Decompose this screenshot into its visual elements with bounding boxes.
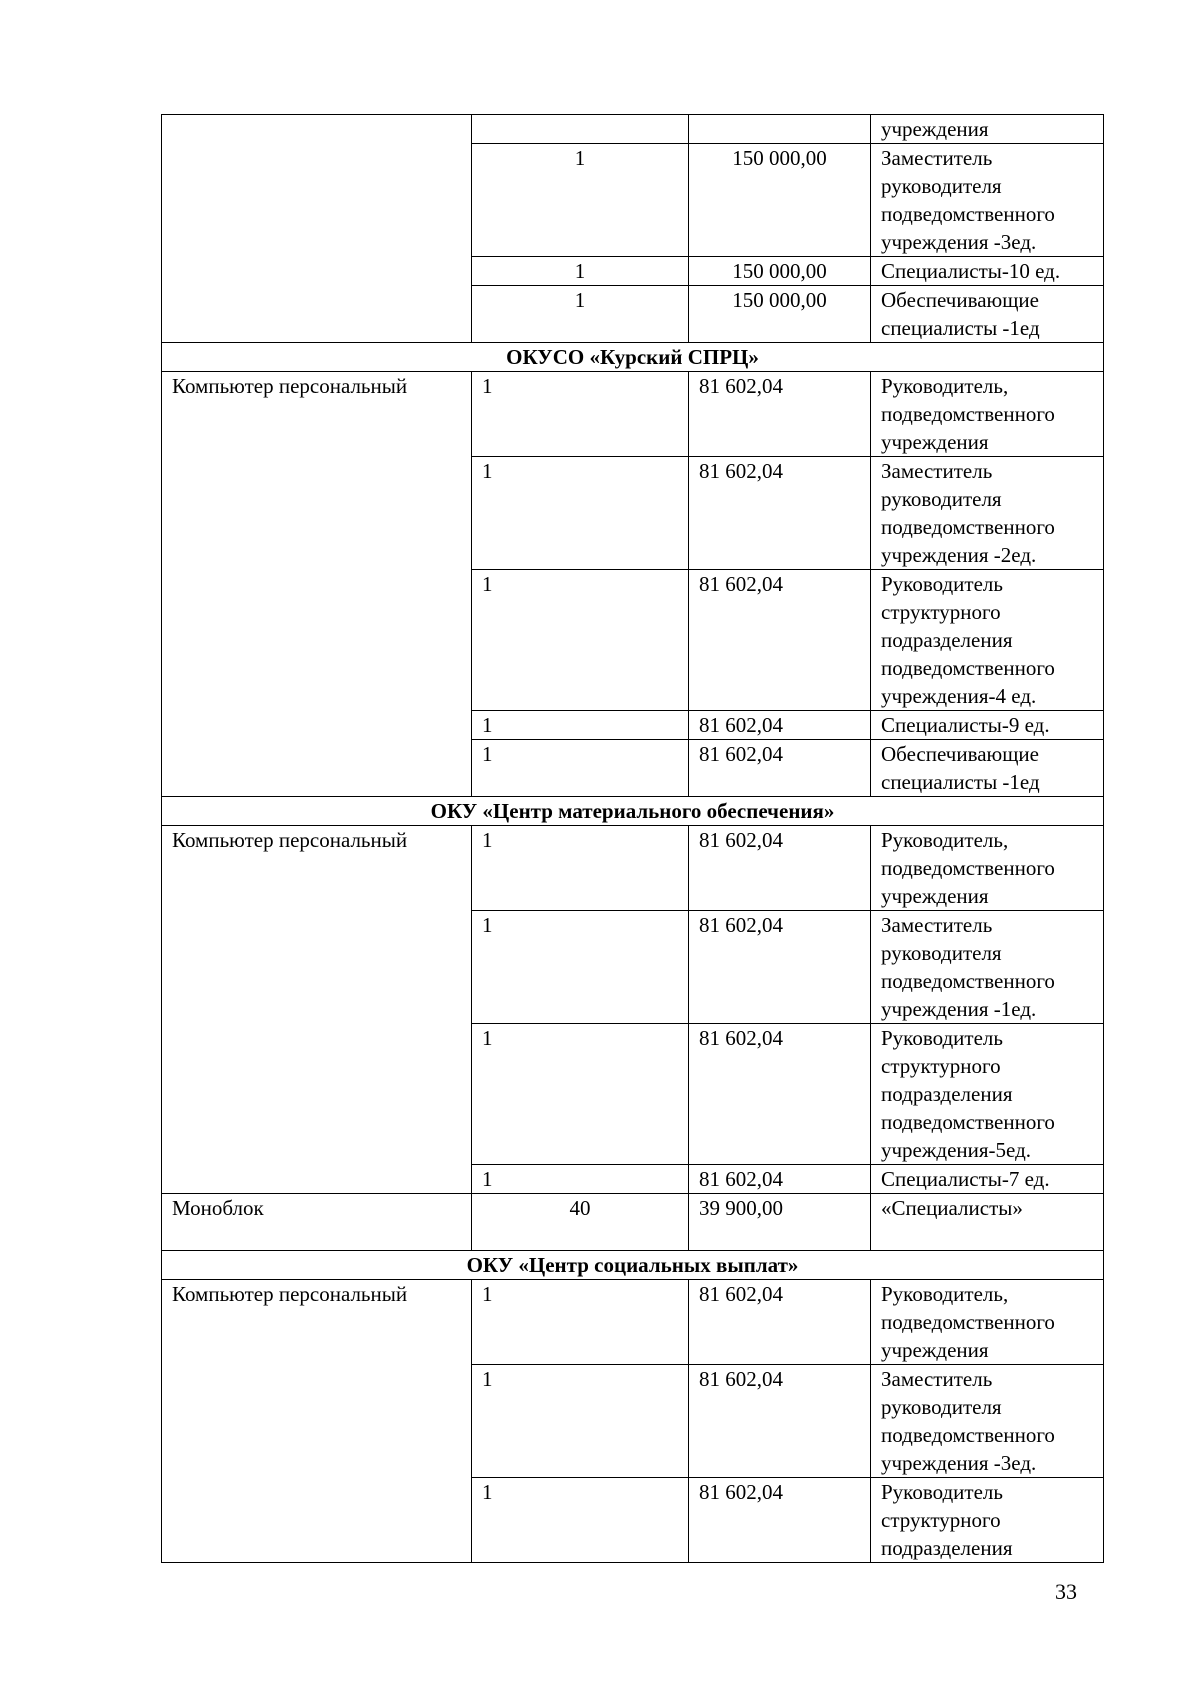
qty-cell: 1	[472, 570, 689, 711]
price-cell: 150 000,00	[689, 144, 871, 257]
qty-cell: 1	[472, 1165, 689, 1194]
position-cell: Обеспечивающие специалисты -1ед	[871, 740, 1104, 797]
position-cell: Специалисты-9 ед.	[871, 711, 1104, 740]
item-cell: Моноблок	[162, 1194, 472, 1251]
price-cell: 81 602,04	[689, 911, 871, 1024]
item-cell: Компьютер персональный	[162, 372, 472, 797]
qty-cell: 1	[472, 1280, 689, 1365]
section-title: ОКУ «Центр социальных выплат»	[162, 1251, 1104, 1280]
qty-cell: 40	[472, 1194, 689, 1251]
equipment-table	[161, 114, 1104, 1563]
position-cell: Специалисты-10 ед.	[871, 257, 1104, 286]
section-title: ОКУСО «Курский СПРЦ»	[162, 343, 1104, 372]
price-cell: 81 602,04	[689, 570, 871, 711]
qty-cell: 1	[472, 740, 689, 797]
item-cell: Компьютер персональный	[162, 1280, 472, 1563]
qty-cell: 1	[472, 457, 689, 570]
position-cell: Заместитель руководителя подведомственного учреждения -2ед.	[871, 457, 1104, 570]
position-cell: Руководитель структурного подразделения	[871, 1478, 1104, 1563]
price-cell	[689, 115, 871, 144]
section-header-row	[162, 797, 1104, 826]
qty-cell	[472, 115, 689, 144]
position-cell: «Специалисты»	[871, 1194, 1104, 1251]
qty-cell: 1	[472, 1478, 689, 1563]
price-cell: 150 000,00	[689, 257, 871, 286]
position-cell: Руководитель, подведомственного учреждения	[871, 826, 1104, 911]
position-cell: Руководитель, подведомственного учреждения	[871, 1280, 1104, 1365]
position-cell: Заместитель руководителя подведомственного учреждения -1ед.	[871, 911, 1104, 1024]
position-cell: Специалисты-7 ед.	[871, 1165, 1104, 1194]
qty-cell: 1	[472, 826, 689, 911]
position-cell: Заместитель руководителя подведомственного учреждения -3ед.	[871, 144, 1104, 257]
item-cell	[162, 115, 472, 343]
position-cell: Обеспечивающие специалисты -1ед	[871, 286, 1104, 343]
price-cell: 150 000,00	[689, 286, 871, 343]
qty-cell: 1	[472, 144, 689, 257]
price-cell: 81 602,04	[689, 1280, 871, 1365]
position-cell: Руководитель структурного подразделения подведомственного учреждения-5ед.	[871, 1024, 1104, 1165]
qty-cell: 1	[472, 1024, 689, 1165]
price-cell: 81 602,04	[689, 826, 871, 911]
qty-cell: 1	[472, 911, 689, 1024]
position-cell: Руководитель, подведомственного учреждения	[871, 372, 1104, 457]
price-cell: 81 602,04	[689, 711, 871, 740]
qty-cell: 1	[472, 1365, 689, 1478]
price-cell: 39 900,00	[689, 1194, 871, 1251]
price-cell: 81 602,04	[689, 1165, 871, 1194]
price-cell: 81 602,04	[689, 740, 871, 797]
position-cell: Заместитель руководителя подведомственного учреждения -3ед.	[871, 1365, 1104, 1478]
table-row	[162, 1280, 1104, 1365]
section-title: ОКУ «Центр материального обеспечения»	[162, 797, 1104, 826]
price-cell: 81 602,04	[689, 372, 871, 457]
section-header-row	[162, 1251, 1104, 1280]
table-row	[162, 372, 1104, 457]
qty-cell: 1	[472, 286, 689, 343]
position-cell: учреждения	[871, 115, 1104, 144]
page-number: 33	[1055, 1579, 1077, 1604]
qty-cell: 1	[472, 257, 689, 286]
price-cell: 81 602,04	[689, 1024, 871, 1165]
table-row	[162, 1194, 1104, 1251]
price-cell: 81 602,04	[689, 1478, 871, 1563]
table-row	[162, 115, 1104, 144]
price-cell: 81 602,04	[689, 1365, 871, 1478]
item-cell: Компьютер персональный	[162, 826, 472, 1194]
qty-cell: 1	[472, 711, 689, 740]
position-cell: Руководитель структурного подразделения подведомственного учреждения-4 ед.	[871, 570, 1104, 711]
qty-cell: 1	[472, 372, 689, 457]
section-header-row	[162, 343, 1104, 372]
price-cell: 81 602,04	[689, 457, 871, 570]
table-row	[162, 826, 1104, 911]
